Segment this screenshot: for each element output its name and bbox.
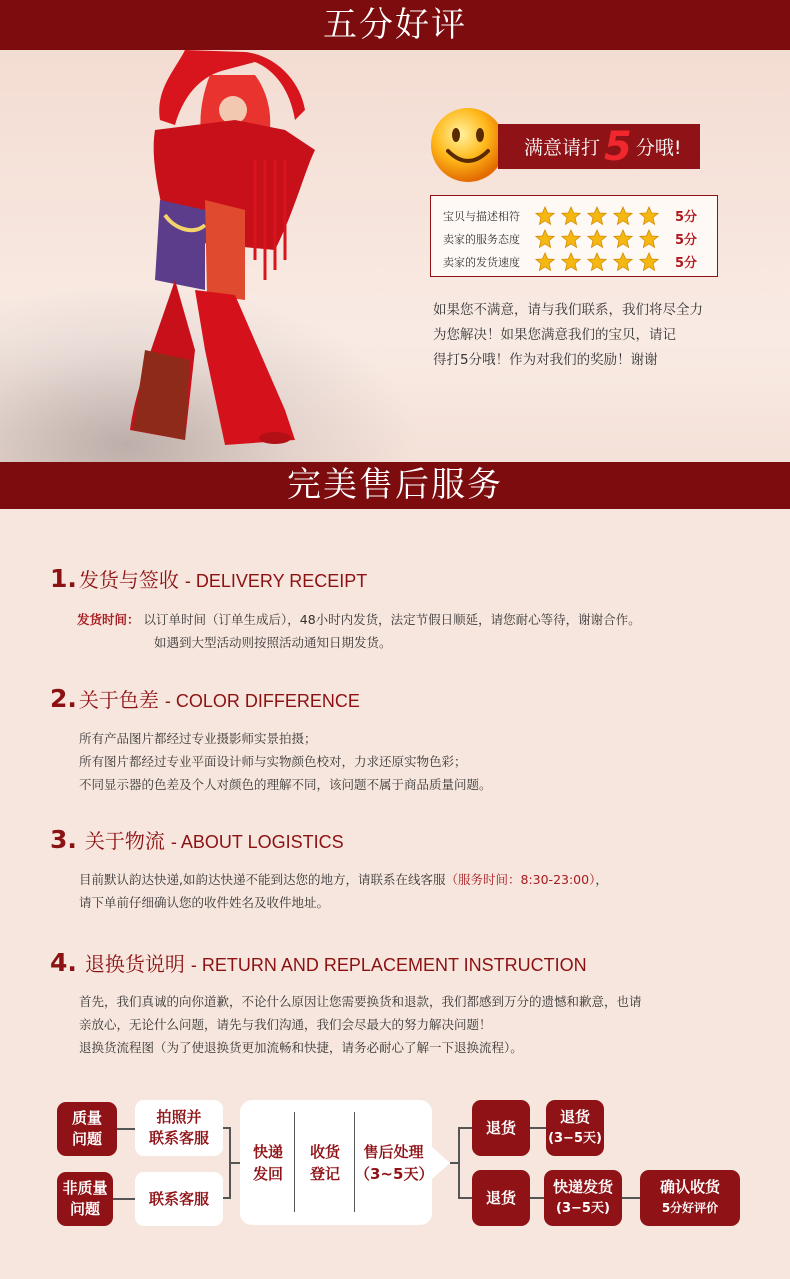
service-hours: （服务时间：8:30-23:00） <box>445 872 596 887</box>
section-title-logistics <box>50 825 344 854</box>
flow-connector <box>458 1197 472 1199</box>
section-number: 2. <box>50 684 77 713</box>
flow-connector <box>113 1198 135 1200</box>
flow-connector <box>450 1162 459 1164</box>
color-text <box>79 727 492 796</box>
flow-refund-2: 退货 <box>472 1170 530 1226</box>
star-icon <box>613 252 633 272</box>
section-number: 3. <box>50 825 77 854</box>
section-title-delivery <box>50 564 367 593</box>
flow-connector <box>530 1197 544 1199</box>
bride-image <box>115 50 325 450</box>
star-icon <box>639 252 659 272</box>
section-title-en: - RETURN AND REPLACEMENT INSTRUCTION <box>190 955 587 975</box>
flow-refund-result: 退货 (3−5天) <box>546 1100 604 1156</box>
star-rating <box>535 229 675 249</box>
rating-label: 宝贝与描述相符 <box>443 209 520 223</box>
section-title-cn: 退换货说明 <box>84 952 185 976</box>
star-icon <box>587 206 607 226</box>
flow-connector <box>230 1162 240 1164</box>
five-star-title: 五分好评 <box>323 5 467 45</box>
satisfy-banner <box>498 124 700 169</box>
smiley-icon <box>428 105 508 185</box>
section-title-en: - ABOUT LOGISTICS <box>170 832 344 852</box>
color-line: 所有产品图片都经过专业摄影师实景拍摄； <box>79 731 317 746</box>
color-line: 所有图片都经过专业平面设计师与实物颜色校对，力求还原实物色彩； <box>79 754 467 769</box>
star-icon <box>587 229 607 249</box>
flow-after-sale: 售后处理 （3~5天） <box>355 1142 434 1183</box>
five-star-banner <box>0 0 790 50</box>
star-icon <box>561 252 581 272</box>
star-icon <box>561 229 581 249</box>
rating-score: 5分 <box>675 256 698 271</box>
star-icon <box>535 206 555 226</box>
flow-connector <box>622 1197 640 1199</box>
section-title-en: - DELIVERY RECEIPT <box>184 571 368 591</box>
delivery-line: 如遇到大型活动则按照活动通知日期发货。 <box>154 635 392 650</box>
star-icon <box>639 206 659 226</box>
star-icon <box>535 229 555 249</box>
rating-row <box>443 227 717 250</box>
rating-row <box>443 204 717 227</box>
rating-score: 5分 <box>675 210 698 225</box>
rating-label: 卖家的发货速度 <box>443 255 520 269</box>
star-rating <box>535 206 675 226</box>
return-text <box>79 990 642 1059</box>
return-line: 亲放心，无论什么问题，请先与我们沟通，我们会尽最大的努力解决问题！ <box>79 1017 492 1032</box>
return-line: 首先，我们真诚的向你道歉，不论什么原因让您需要换货和退款，我们都感到万分的遗憾和歉意，也请 <box>79 994 642 1009</box>
flow-connector <box>458 1127 472 1129</box>
flow-quality-issue: 质量 问题 <box>57 1102 117 1156</box>
section-number: 4. <box>50 948 77 977</box>
hero-section <box>0 50 790 462</box>
section-number: 1. <box>50 564 77 593</box>
section-title-cn: 发货与签收 <box>78 568 179 592</box>
flow-photo-contact: 拍照并 联系客服 <box>135 1100 223 1156</box>
flow-nonquality-issue: 非质量 问题 <box>57 1172 113 1226</box>
logistics-comma: ， <box>595 872 608 887</box>
satisfy-five: 5 <box>604 123 632 170</box>
satisfy-pre: 满意请打 <box>524 137 601 159</box>
flow-divider <box>294 1112 295 1212</box>
logistics-text <box>79 868 608 914</box>
delivery-text <box>77 608 641 654</box>
flow-refund-1: 退货 <box>472 1100 530 1156</box>
hero-line: 如果您不满意，请与我们联系，我们将尽全力 <box>433 302 703 318</box>
return-line: 退换货流程图（为了使退换货更加流畅和快捷，请务必耐心了解一下退换流程）。 <box>79 1040 523 1055</box>
star-icon <box>535 252 555 272</box>
rating-box <box>430 195 718 277</box>
star-icon <box>613 229 633 249</box>
star-icon <box>587 252 607 272</box>
section-title-cn: 关于色差 <box>78 688 159 712</box>
hero-message <box>433 298 733 373</box>
hero-line: 为您解决！如果您满意我们的宝贝，请记 <box>433 327 676 343</box>
star-icon <box>639 229 659 249</box>
section-title-cn: 关于物流 <box>84 829 165 853</box>
delivery-time-label: 发货时间： <box>77 612 140 627</box>
flow-contact-service: 联系客服 <box>135 1172 223 1226</box>
flow-arrow <box>432 1147 450 1179</box>
star-icon <box>561 206 581 226</box>
flow-express-send: 快递发货 (3−5天) <box>544 1170 622 1226</box>
section-title-return <box>50 948 587 977</box>
delivery-line: 以订单时间（订单生成后），48小时内发货，法定节假日顺延，请您耐心等待，谢谢合作。 <box>143 612 641 627</box>
logistics-line: 请下单前仔细确认您的收件姓名及收件地址。 <box>79 895 330 910</box>
flow-connector <box>117 1128 135 1130</box>
section-title-color <box>50 684 360 713</box>
star-icon <box>613 206 633 226</box>
rating-row <box>443 250 717 273</box>
section-title-en: - COLOR DIFFERENCE <box>164 691 360 711</box>
flow-connector <box>530 1127 546 1129</box>
flow-confirm-receipt: 确认收货 5分好评价 <box>640 1170 740 1226</box>
after-sale-banner <box>0 462 790 509</box>
after-sale-title: 完美售后服务 <box>287 465 503 505</box>
flow-receive-register: 收货 登记 <box>309 1142 340 1183</box>
rating-score: 5分 <box>675 233 698 248</box>
hero-line: 得打5分哦！作为对我们的奖励！谢谢 <box>433 352 658 368</box>
satisfy-post: 分哦! <box>635 137 682 159</box>
rating-label: 卖家的服务态度 <box>443 232 520 246</box>
flow-express-back: 快递 发回 <box>252 1142 283 1183</box>
logistics-line: 目前默认韵达快递,如韵达快递不能到达您的地方，请联系在线客服 <box>79 872 446 887</box>
star-rating <box>535 252 675 272</box>
color-line: 不同显示器的色差及个人对颜色的理解不同，该问题不属于商品质量问题。 <box>79 777 492 792</box>
